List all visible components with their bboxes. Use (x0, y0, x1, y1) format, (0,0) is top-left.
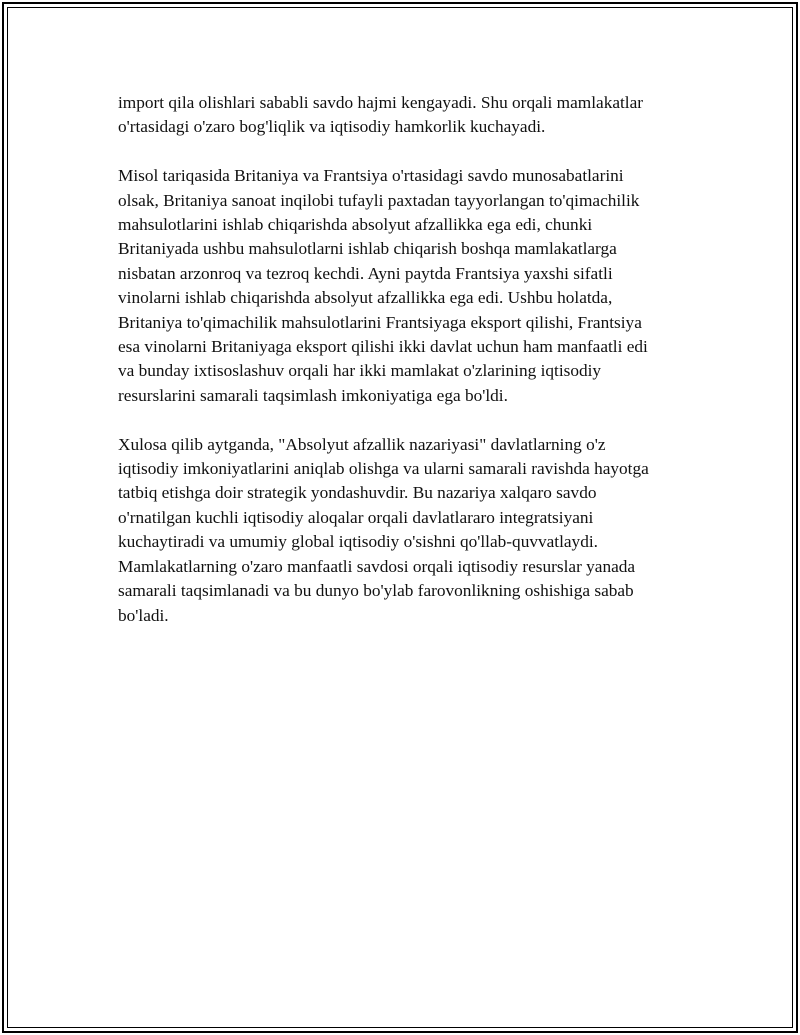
text-line: import qila olishlari sababli savdo hajmi kengayadi. Shu orqali mamlakatlar (118, 93, 644, 112)
text-line: kuchaytiradi va umumiy global iqtisodiy o'sishni qo'llab-quvvatlaydi. (118, 532, 598, 552)
text-line: o'rnatilgan kuchli iqtisodiy aloqalar orqali davlatlararo integratsiyani (118, 507, 594, 527)
text-line: mahsulotlarini ishlab chiqarishda absolyut afzallikka ega edi, chunki (118, 215, 593, 235)
text-line: olsak, Britaniya sanoat inqilobi tufayli paxtadan tayyorlangan to'qimachilik (118, 190, 640, 210)
text-line: samarali taqsimlanadi va bu dunyo bo'ylab farovonlikning oshishiga sabab (118, 581, 634, 601)
paragraph-3 (118, 433, 708, 628)
text-line: esa vinolarni Britaniyaga eksport qilishi ikki davlat uchun ham manfaatli edi (118, 337, 648, 357)
paragraph-1 (118, 91, 708, 140)
text-line: Mamlakatlarning o'zaro manfaatli savdosi orqali iqtisodiy resurslar yanada (118, 556, 636, 576)
document-body (118, 91, 708, 652)
text-line: iqtisodiy imkoniyatlarini aniqlab olishga va ularni samarali ravishda hayotga (118, 459, 649, 479)
text-line: nisbatan arzonroq va tezroq kechdi. Ayni paytda Frantsiya yaxshi sifatli (118, 263, 613, 283)
text-line: Britaniyada ushbu mahsulotlarni ishlab chiqarish boshqa mamlakatlarga (118, 239, 617, 259)
text-line: va bunday ixtisoslashuv orqali har ikki mamlakat o'zlarining iqtisodiy (118, 361, 602, 381)
text-line: o'rtasidagi o'zaro bog'liqlik va iqtisodiy hamkorlik kuchayadi. (118, 117, 546, 137)
text-line: resurslarini samarali taqsimlash imkoniyatiga ega bo'ldi. (118, 385, 508, 405)
text-line: vinolarni ishlab chiqarishda absolyut afzallikka ega edi. Ushbu holatda, (118, 288, 613, 308)
text-line: Misol tariqasida Britaniya va Frantsiya o'rtasidagi savdo munosabatlarini (118, 166, 624, 186)
text-line: bo'ladi. (118, 605, 169, 625)
text-line: tatbiq etishga doir strategik yondashuvdir. Bu nazariya xalqaro savdo (118, 483, 597, 503)
text-line: Britaniya to'qimachilik mahsulotlarini Frantsiyaga eksport qilishi, Frantsiya (118, 312, 642, 332)
paragraph-2 (118, 164, 708, 408)
text-line: Xulosa qilib aytganda, "Absolyut afzallik nazariyasi" davlatlarning o'z (118, 434, 606, 454)
